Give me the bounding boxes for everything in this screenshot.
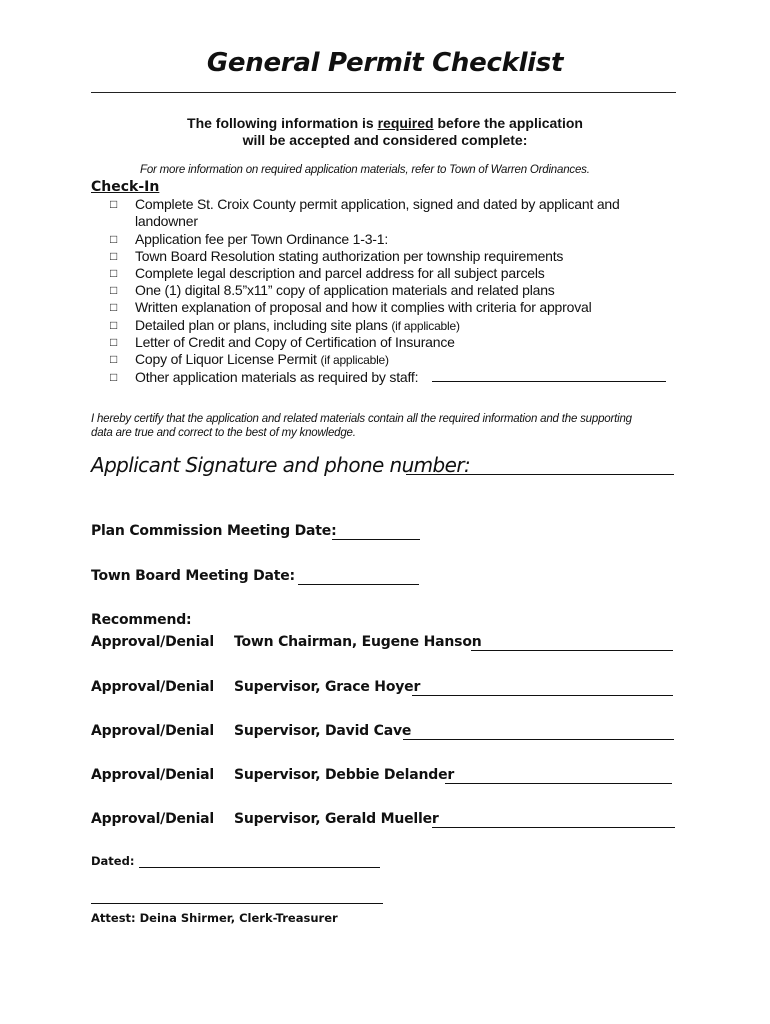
signature-label: Applicant Signature and phone number: (91, 453, 471, 477)
checklist-item-text: Complete St. Croix County permit application, signed and dated by applicant and (135, 196, 620, 212)
town-board-date-line[interactable] (298, 584, 419, 585)
checkbox-icon[interactable]: □ (110, 318, 118, 332)
official-signature-line[interactable] (471, 650, 673, 651)
checkbox-icon[interactable]: □ (110, 370, 118, 384)
signature-line[interactable] (406, 474, 674, 475)
checklist-item-main: Detailed plan or plans, including site plans (135, 317, 392, 333)
checkbox-icon[interactable]: □ (110, 266, 118, 280)
approval-denial-choice[interactable]: Approval/Denial (91, 767, 215, 783)
required-emphasis: required (377, 115, 434, 131)
official-name: Town Chairman, Eugene Hanson (234, 634, 482, 650)
approval-denial-choice[interactable]: Approval/Denial (91, 679, 215, 695)
checkbox-icon[interactable]: □ (110, 283, 118, 297)
if-applicable-note: (if applicable) (320, 353, 389, 367)
approval-denial-choice[interactable]: Approval/Denial (91, 634, 215, 650)
checkbox-icon[interactable]: □ (110, 197, 118, 211)
checklist-item-main: Copy of Liquor License Permit (135, 351, 321, 367)
approval-denial-choice[interactable]: Approval/Denial (91, 811, 215, 827)
plan-commission-date-line[interactable] (332, 539, 420, 540)
checklist-item-text: Other application materials as required by staff: (135, 369, 419, 385)
required-notice-line1 (0, 115, 770, 131)
recommend-label: Recommend: (91, 612, 192, 628)
official-signature-line[interactable] (432, 827, 675, 828)
checklist-item-text: One (1) digital 8.5”x11” copy of application materials and related plans (135, 282, 555, 298)
checkbox-icon[interactable]: □ (110, 300, 118, 314)
town-board-label: Town Board Meeting Date: (91, 568, 295, 584)
attest-signature-line[interactable] (91, 903, 383, 904)
checklist-item-text (135, 351, 389, 367)
official-name: Supervisor, David Cave (234, 723, 412, 739)
checklist-item-text: Complete legal description and parcel address for all subject parcels (135, 265, 545, 281)
checkbox-icon[interactable]: □ (110, 249, 118, 263)
official-signature-line[interactable] (403, 739, 674, 740)
certification-line2: data are true and correct to the best of my knowledge. (91, 427, 356, 439)
checklist-item-text: Town Board Resolution stating authorization per township requirements (135, 248, 564, 264)
required-notice-post: before the application (433, 115, 583, 131)
checkbox-icon[interactable]: □ (110, 352, 118, 366)
reference-note: For more information on required application materials, refer to Town of Warren Ordinances. (140, 164, 590, 176)
dated-line[interactable] (139, 867, 380, 868)
official-name: Supervisor, Grace Hoyer (234, 679, 421, 695)
approval-denial-choice[interactable]: Approval/Denial (91, 723, 215, 739)
plan-commission-label: Plan Commission Meeting Date: (91, 523, 337, 539)
checklist-item-continuation: landowner (135, 213, 198, 229)
dated-label: Dated: (91, 854, 135, 868)
page-title: General Permit Checklist (206, 48, 564, 78)
required-notice-line2: will be accepted and considered complete: (242, 132, 528, 148)
title-divider (91, 92, 676, 93)
official-name: Supervisor, Debbie Delander (234, 767, 455, 783)
official-signature-line[interactable] (445, 783, 672, 784)
official-name: Supervisor, Gerald Mueller (234, 811, 439, 827)
checklist-item-text: Application fee per Town Ordinance 1-3-1: (135, 231, 389, 247)
checklist-item-text: Letter of Credit and Copy of Certification of Insurance (135, 334, 455, 350)
checkin-heading: Check-In (91, 179, 160, 195)
attest-label: Attest: Deina Shirmer, Clerk-Treasurer (91, 911, 338, 925)
staff-materials-line[interactable] (432, 381, 666, 382)
checklist-item-text: Written explanation of proposal and how it complies with criteria for approval (135, 299, 592, 315)
official-signature-line[interactable] (412, 695, 673, 696)
checkbox-icon[interactable]: □ (110, 232, 118, 246)
checklist-item-text (135, 317, 460, 333)
required-notice-pre: The following information is (187, 115, 378, 131)
certification-line1: I hereby certify that the application and related materials contain all the required information and the supporting (91, 413, 632, 425)
if-applicable-note: (if applicable) (391, 319, 460, 333)
checkbox-icon[interactable]: □ (110, 335, 118, 349)
